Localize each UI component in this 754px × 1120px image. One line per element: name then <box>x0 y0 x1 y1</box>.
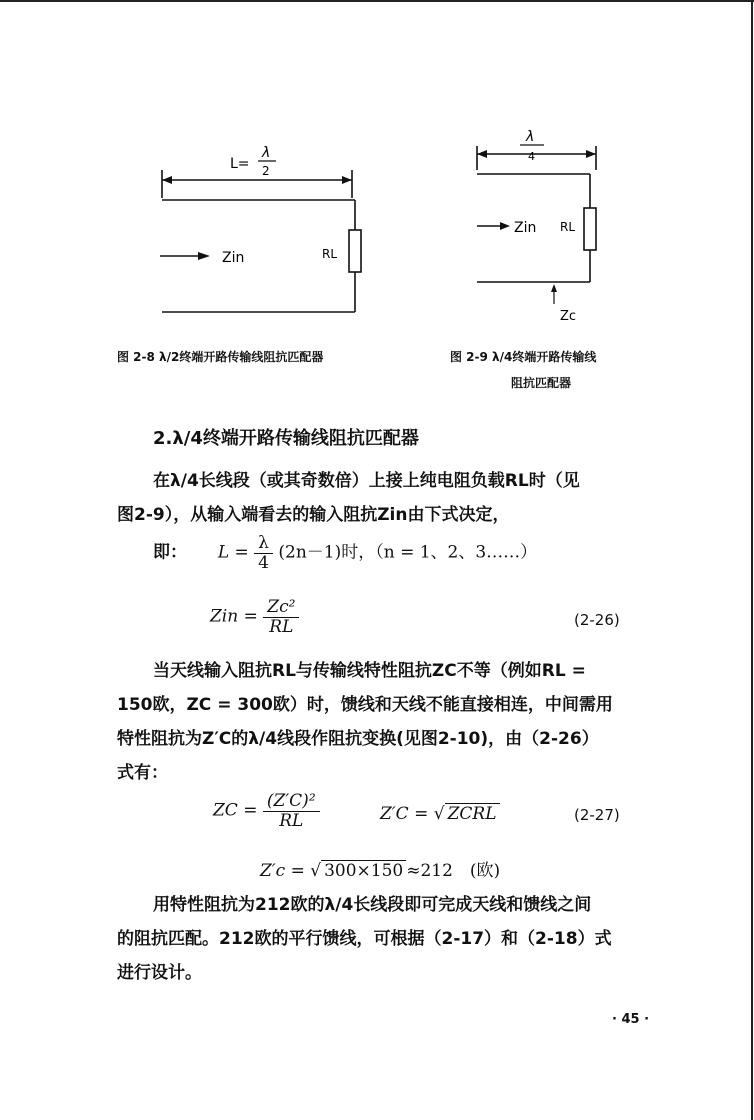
figure-2-9 <box>468 128 628 328</box>
equation-tag-2-27: (2-27) <box>574 806 620 824</box>
eq-rhs: ≈212 (欧) <box>406 861 501 881</box>
zin-label: Zin <box>514 220 537 236</box>
equation-calculation <box>260 856 500 881</box>
paragraph-1-line-2: 图2-9），从输入端看去的输入阻抗Zin由下式决定， <box>117 505 510 525</box>
top-border <box>0 0 754 2</box>
eq-fraction: $\frac{\lambda}{4}$ <box>254 534 273 572</box>
figure-2-8 <box>150 140 370 320</box>
paragraph-3-line-2: 的阻抗匹配。212欧的平行馈线，可根据（2-17）和（2-18）式 <box>117 929 612 949</box>
zc-label: Zc <box>560 309 577 324</box>
equation-2-27-left <box>213 792 320 830</box>
eq-rhs-lhs: Z′C = √ <box>380 804 445 824</box>
radicand: ZCRL <box>445 803 500 824</box>
caption-fig-2-9-line1: 图 2-9 λ/4终端开路传输线 <box>450 350 597 364</box>
rl-label: RL <box>560 220 576 234</box>
eq-lhs: Z′c = √ <box>260 861 322 881</box>
caption-fig-2-8: 图 2-8 λ/2终端开路传输线阻抗匹配器 <box>117 350 324 364</box>
equation-2-27-right <box>380 804 500 824</box>
frac-den: 4 <box>528 150 535 163</box>
paragraph-2-line-1: 当天线输入阻抗RL与传输线特性阻抗ZC不等（例如RL = <box>153 661 586 681</box>
page-number: · 45 · <box>612 1012 650 1027</box>
paragraph-3-line-1: 用特性阻抗为212欧的λ/4长线段即可完成天线和馈线之间 <box>153 895 592 915</box>
arrow-up-icon <box>551 284 557 292</box>
equation-2-26 <box>210 598 299 636</box>
length-label: L= <box>230 156 250 172</box>
paragraph-1-line-1: 在λ/4长线段（或其奇数倍）上接上纯电阻负载RL时（见 <box>153 471 580 491</box>
paragraph-2-line-4: 式有： <box>117 763 168 783</box>
equation-length <box>153 534 537 572</box>
eq-fraction: $\frac{\text{(Z′C)²}}{RL}$ <box>263 792 320 830</box>
equation-tag-2-26: (2-26) <box>574 611 620 629</box>
arrow-right-icon <box>198 252 210 260</box>
eq-lhs: ZC = <box>213 800 258 821</box>
paragraph-3-line-3: 进行设计。 <box>117 963 202 983</box>
frac-num: λ <box>262 145 271 161</box>
eq-lhs: Zin = <box>210 606 258 627</box>
caption-fig-2-9-line2: 阻抗匹配器 <box>511 376 572 390</box>
zin-label: Zin <box>222 250 245 266</box>
section-title: 2.λ/4终端开路传输线阻抗匹配器 <box>153 428 419 449</box>
rl-label: RL <box>322 247 338 261</box>
eq-rhs: (2n－1)时，（n = 1、2、3……） <box>278 542 538 563</box>
eq-lhs: L = <box>217 542 249 563</box>
right-border <box>751 0 753 1120</box>
resistor <box>584 208 596 250</box>
paragraph-2-line-2: 150欧，ZC = 300欧）时，馈线和天线不能直接相连，中间需用 <box>117 695 613 715</box>
resistor <box>349 230 361 272</box>
paragraph-2-line-3: 特性阻抗为Z′C的λ/4线段作阻抗变换(见图2-10)，由（2-26） <box>117 729 599 749</box>
eq-prefix: 即： <box>153 542 187 563</box>
radicand: 300×150 <box>321 860 406 881</box>
frac-den: 2 <box>262 164 270 178</box>
arrow-right-icon <box>500 222 510 230</box>
eq-fraction: $\frac{\text{Zc²}}{RL}$ <box>263 598 299 636</box>
frac-num: λ <box>526 129 535 145</box>
